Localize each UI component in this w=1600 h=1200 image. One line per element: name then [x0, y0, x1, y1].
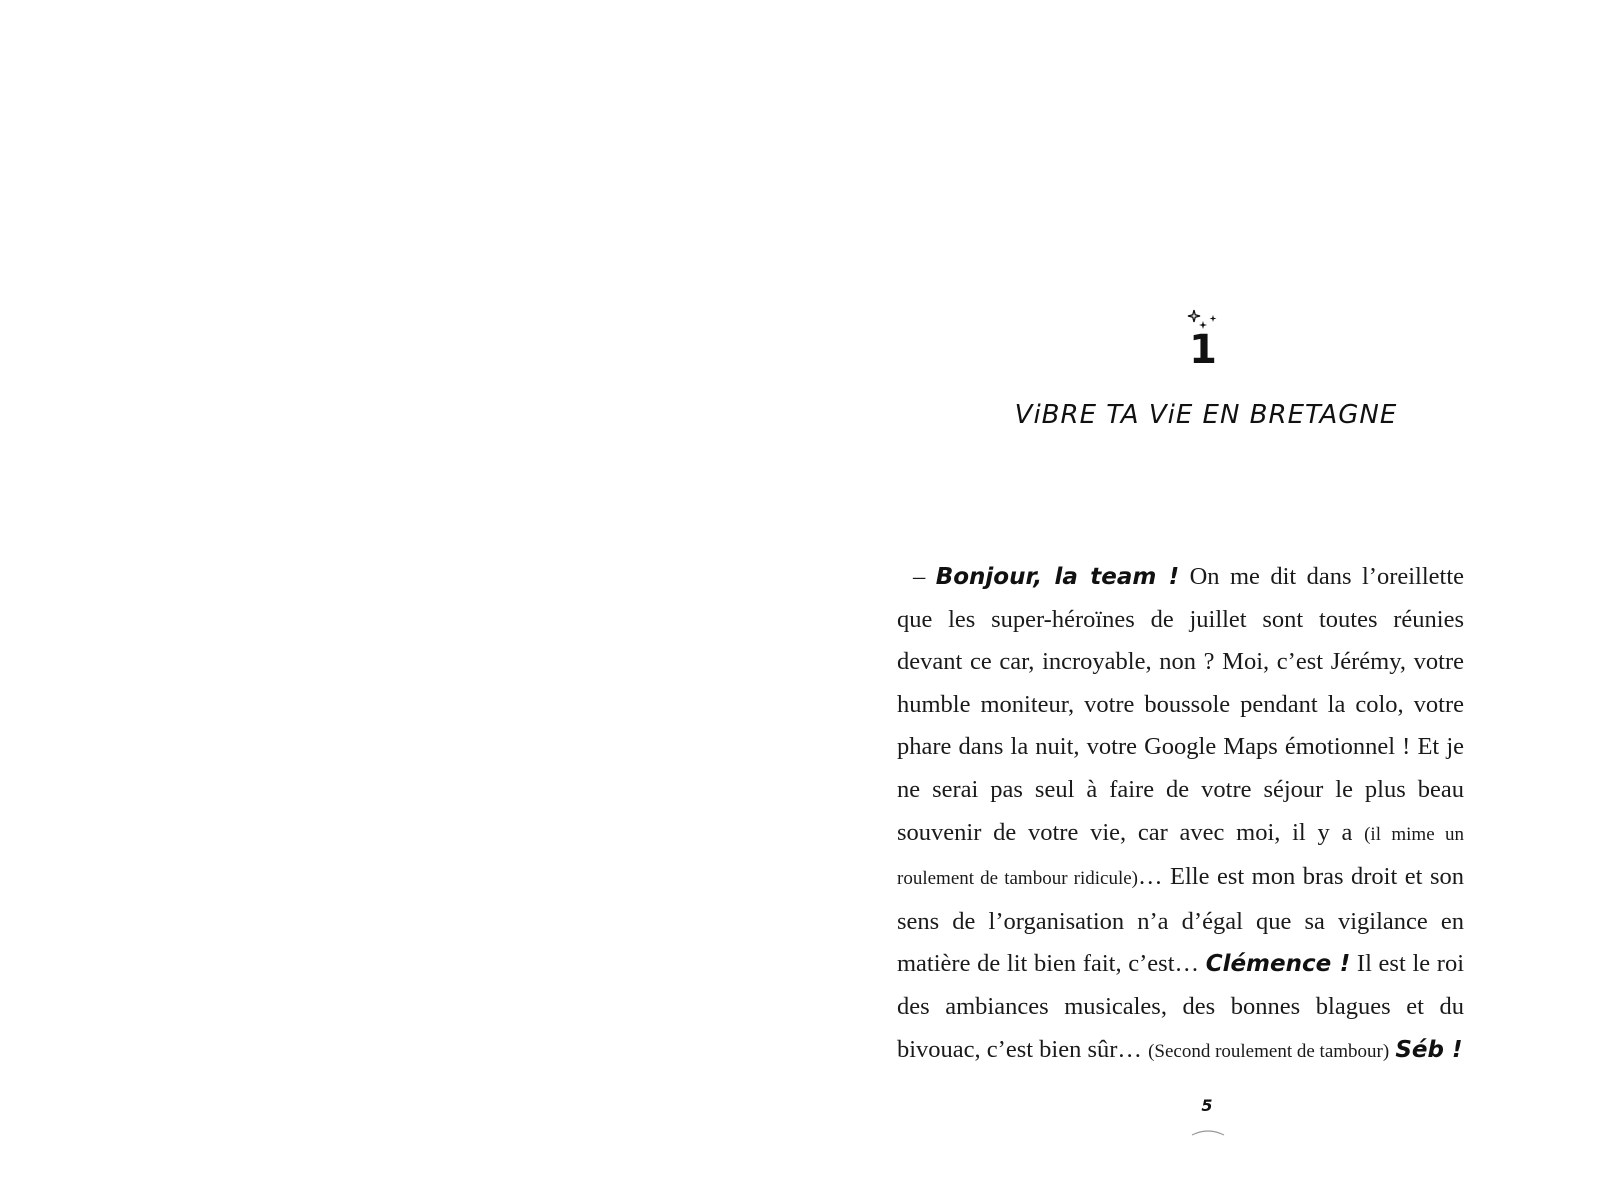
chapter-body	[897, 556, 1464, 1073]
chapter-title: ViBRE TA ViE EN BRETAGNE	[1014, 400, 1398, 430]
name-seb-handwritten: Séb !	[1395, 1036, 1463, 1063]
stage-direction-1: (il mime un roulement de tambour ridicule)	[897, 823, 1465, 890]
page-number: 5	[1201, 1096, 1213, 1115]
name-clemence-handwritten: Clémence !	[1205, 951, 1351, 978]
chapter-number: 1	[1189, 327, 1217, 373]
text-segment-3: Il est le roi des ambiances musicales, des bonnes blagues et du bivouac, c’est bien sûr…	[897, 950, 1465, 1063]
text-segment-2: … Elle est mon bras droit et son sens de l’organisation n’a d’égal que sa vigilance en matière de lit bien fait, c’est…	[897, 863, 1464, 978]
text-segment-1: On me dit dans l’oreillette que les super-héroïnes de juillet sont toutes réunies devant ce car, incroyable, non ? Moi, c’est Jérémy, votre humble moniteur, votre boussole pendant la colo, votre phare dans la nuit, votre Google Maps émotionnel ! Et je ne serai pas seul à faire de votre séjour le plus beau souvenir de votre vie, car avec moi, il y a	[897, 563, 1465, 846]
paragraph	[897, 556, 1464, 1073]
page-number-arc-icon	[1190, 1128, 1226, 1136]
right-page	[800, 0, 1600, 1200]
greeting-handwritten: Bonjour, la team !	[935, 564, 1180, 590]
dialogue-dash: –	[913, 563, 936, 590]
stage-direction-2: (Second roulement de tambour)	[1148, 1040, 1390, 1062]
